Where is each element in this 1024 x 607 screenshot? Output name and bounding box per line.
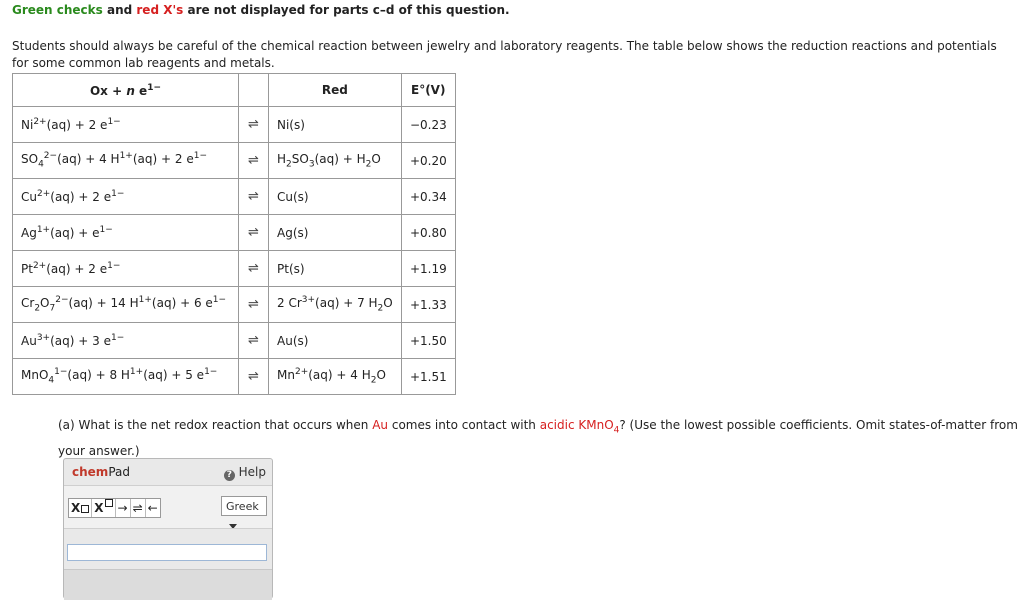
table-row [13, 215, 456, 251]
chempad-title [72, 465, 130, 479]
red-cell: Cu(s) [269, 179, 402, 215]
header-ox: Ox + n $e^{1-}$ [13, 74, 239, 107]
reduction-potentials-table [12, 73, 456, 395]
table-row [13, 359, 456, 395]
potential-cell: +1.51 [401, 359, 455, 395]
chempad-tools [68, 498, 161, 518]
red-cell: Ag(s) [269, 215, 402, 251]
chempad-toolbar [64, 485, 272, 528]
table-row [13, 287, 456, 323]
red-cell: Pt(s) [269, 251, 402, 287]
question-a [58, 415, 1018, 462]
ox-cell: $Cu^{2+}(aq) + 2$ $e^{1-}$ [13, 179, 239, 215]
superscript-button[interactable]: X [92, 499, 115, 517]
red-cell: Ni(s) [269, 107, 402, 143]
red-cell: $Mn^{2+}(aq) + 4$ $H_2O$ [269, 359, 402, 395]
greek-dropdown[interactable] [221, 496, 267, 516]
potential-cell: +1.19 [401, 251, 455, 287]
help-icon: ? [224, 470, 235, 481]
potential-cell: +0.34 [401, 179, 455, 215]
greek-label: Greek [226, 500, 259, 513]
table-row [13, 179, 456, 215]
backspace-button[interactable]: ← [147, 501, 158, 515]
question-text-3: ? (Use the lowest possible coefficients. Omit states-of-matter from your answer.) [58, 418, 1018, 459]
table-header-row [13, 74, 456, 107]
ox-cell: $Cr_2O_7^{2-}(aq) + 14$ $H^{1+}(aq) + 6$ $e^{1-}$ [13, 287, 239, 323]
header-red: Red [269, 74, 402, 107]
red-cell: $H_2SO_3(aq) + H_2O$ [269, 143, 402, 179]
equilibrium-button[interactable]: ⇌ [131, 499, 146, 517]
question-reagent: acidic KMnO$_4$ [539, 418, 620, 436]
question-text-2: comes into contact with [388, 418, 540, 432]
red-cell: Au(s) [269, 323, 402, 359]
ox-cell: $Ag^{1+}(aq) + e^{1-}$ [13, 215, 239, 251]
potential-cell: +0.20 [401, 143, 455, 179]
equilibrium-icon: ⇌ [239, 215, 269, 251]
equilibrium-icon: ⇌ [239, 323, 269, 359]
ox-cell: $Pt^{2+}(aq) + 2$ $e^{1-}$ [13, 251, 239, 287]
subscript-button[interactable]: X [69, 499, 92, 517]
question-text-1: (a) What is the net redox reaction that occurs when [58, 418, 373, 432]
equilibrium-icon: ⇌ [239, 359, 269, 395]
notice-green: Green checks [12, 3, 103, 17]
ox-cell: $SO_4^{2-}(aq) + 4$ $H^{1+}(aq) + 2$ $e^{1-}$ [13, 143, 239, 179]
header-e: E°(V) [401, 74, 455, 107]
equilibrium-icon: ⇌ [239, 179, 269, 215]
potential-cell: +1.33 [401, 287, 455, 323]
table-row [13, 323, 456, 359]
chempad-area [64, 528, 272, 599]
equilibrium-icon: ⇌ [239, 287, 269, 323]
notice-tail: are not displayed for parts c–d of this question. [183, 3, 510, 17]
chempad [63, 458, 273, 599]
ox-cell: $Ni^{2+}(aq) + 2$ $e^{1-}$ [13, 107, 239, 143]
answer-input[interactable] [67, 544, 267, 561]
equilibrium-icon: ⇌ [239, 143, 269, 179]
potential-cell: +1.50 [401, 323, 455, 359]
potential-cell: +0.80 [401, 215, 455, 251]
equilibrium-icon: ⇌ [239, 107, 269, 143]
table-row [13, 107, 456, 143]
notice-and: and [102, 3, 137, 17]
chempad-title-chem: chem [72, 465, 109, 479]
chempad-header [64, 459, 272, 485]
ox-cell: $Au^{3+}(aq) + 3$ $e^{1-}$ [13, 323, 239, 359]
help-label: Help [238, 465, 266, 479]
table-row [13, 251, 456, 287]
chempad-title-pad: Pad [108, 465, 130, 479]
intro-text: Students should always be careful of the chemical reaction between jewelry and laboratory reagents. The table below shows the reduction reactions and potentials for some common lab reagents and metals. [12, 39, 997, 70]
table-row [13, 143, 456, 179]
chempad-footer [64, 569, 272, 600]
help-button[interactable] [224, 465, 266, 481]
potential-cell: −0.23 [401, 107, 455, 143]
ox-cell: MnO$_4^{1-}$(aq) + 8 $H^{1+}(aq) + 5$ $e^{1-}$ [13, 359, 239, 395]
question-metal: Au [372, 418, 389, 432]
arrow-right-button[interactable]: → [116, 499, 131, 517]
notice-line [12, 3, 510, 17]
header-eq [239, 74, 269, 107]
notice-red: red X's [136, 3, 184, 17]
red-cell: 2 $Cr^{3+}(aq) + 7$ $H_2O$ [269, 287, 402, 323]
equilibrium-icon: ⇌ [239, 251, 269, 287]
